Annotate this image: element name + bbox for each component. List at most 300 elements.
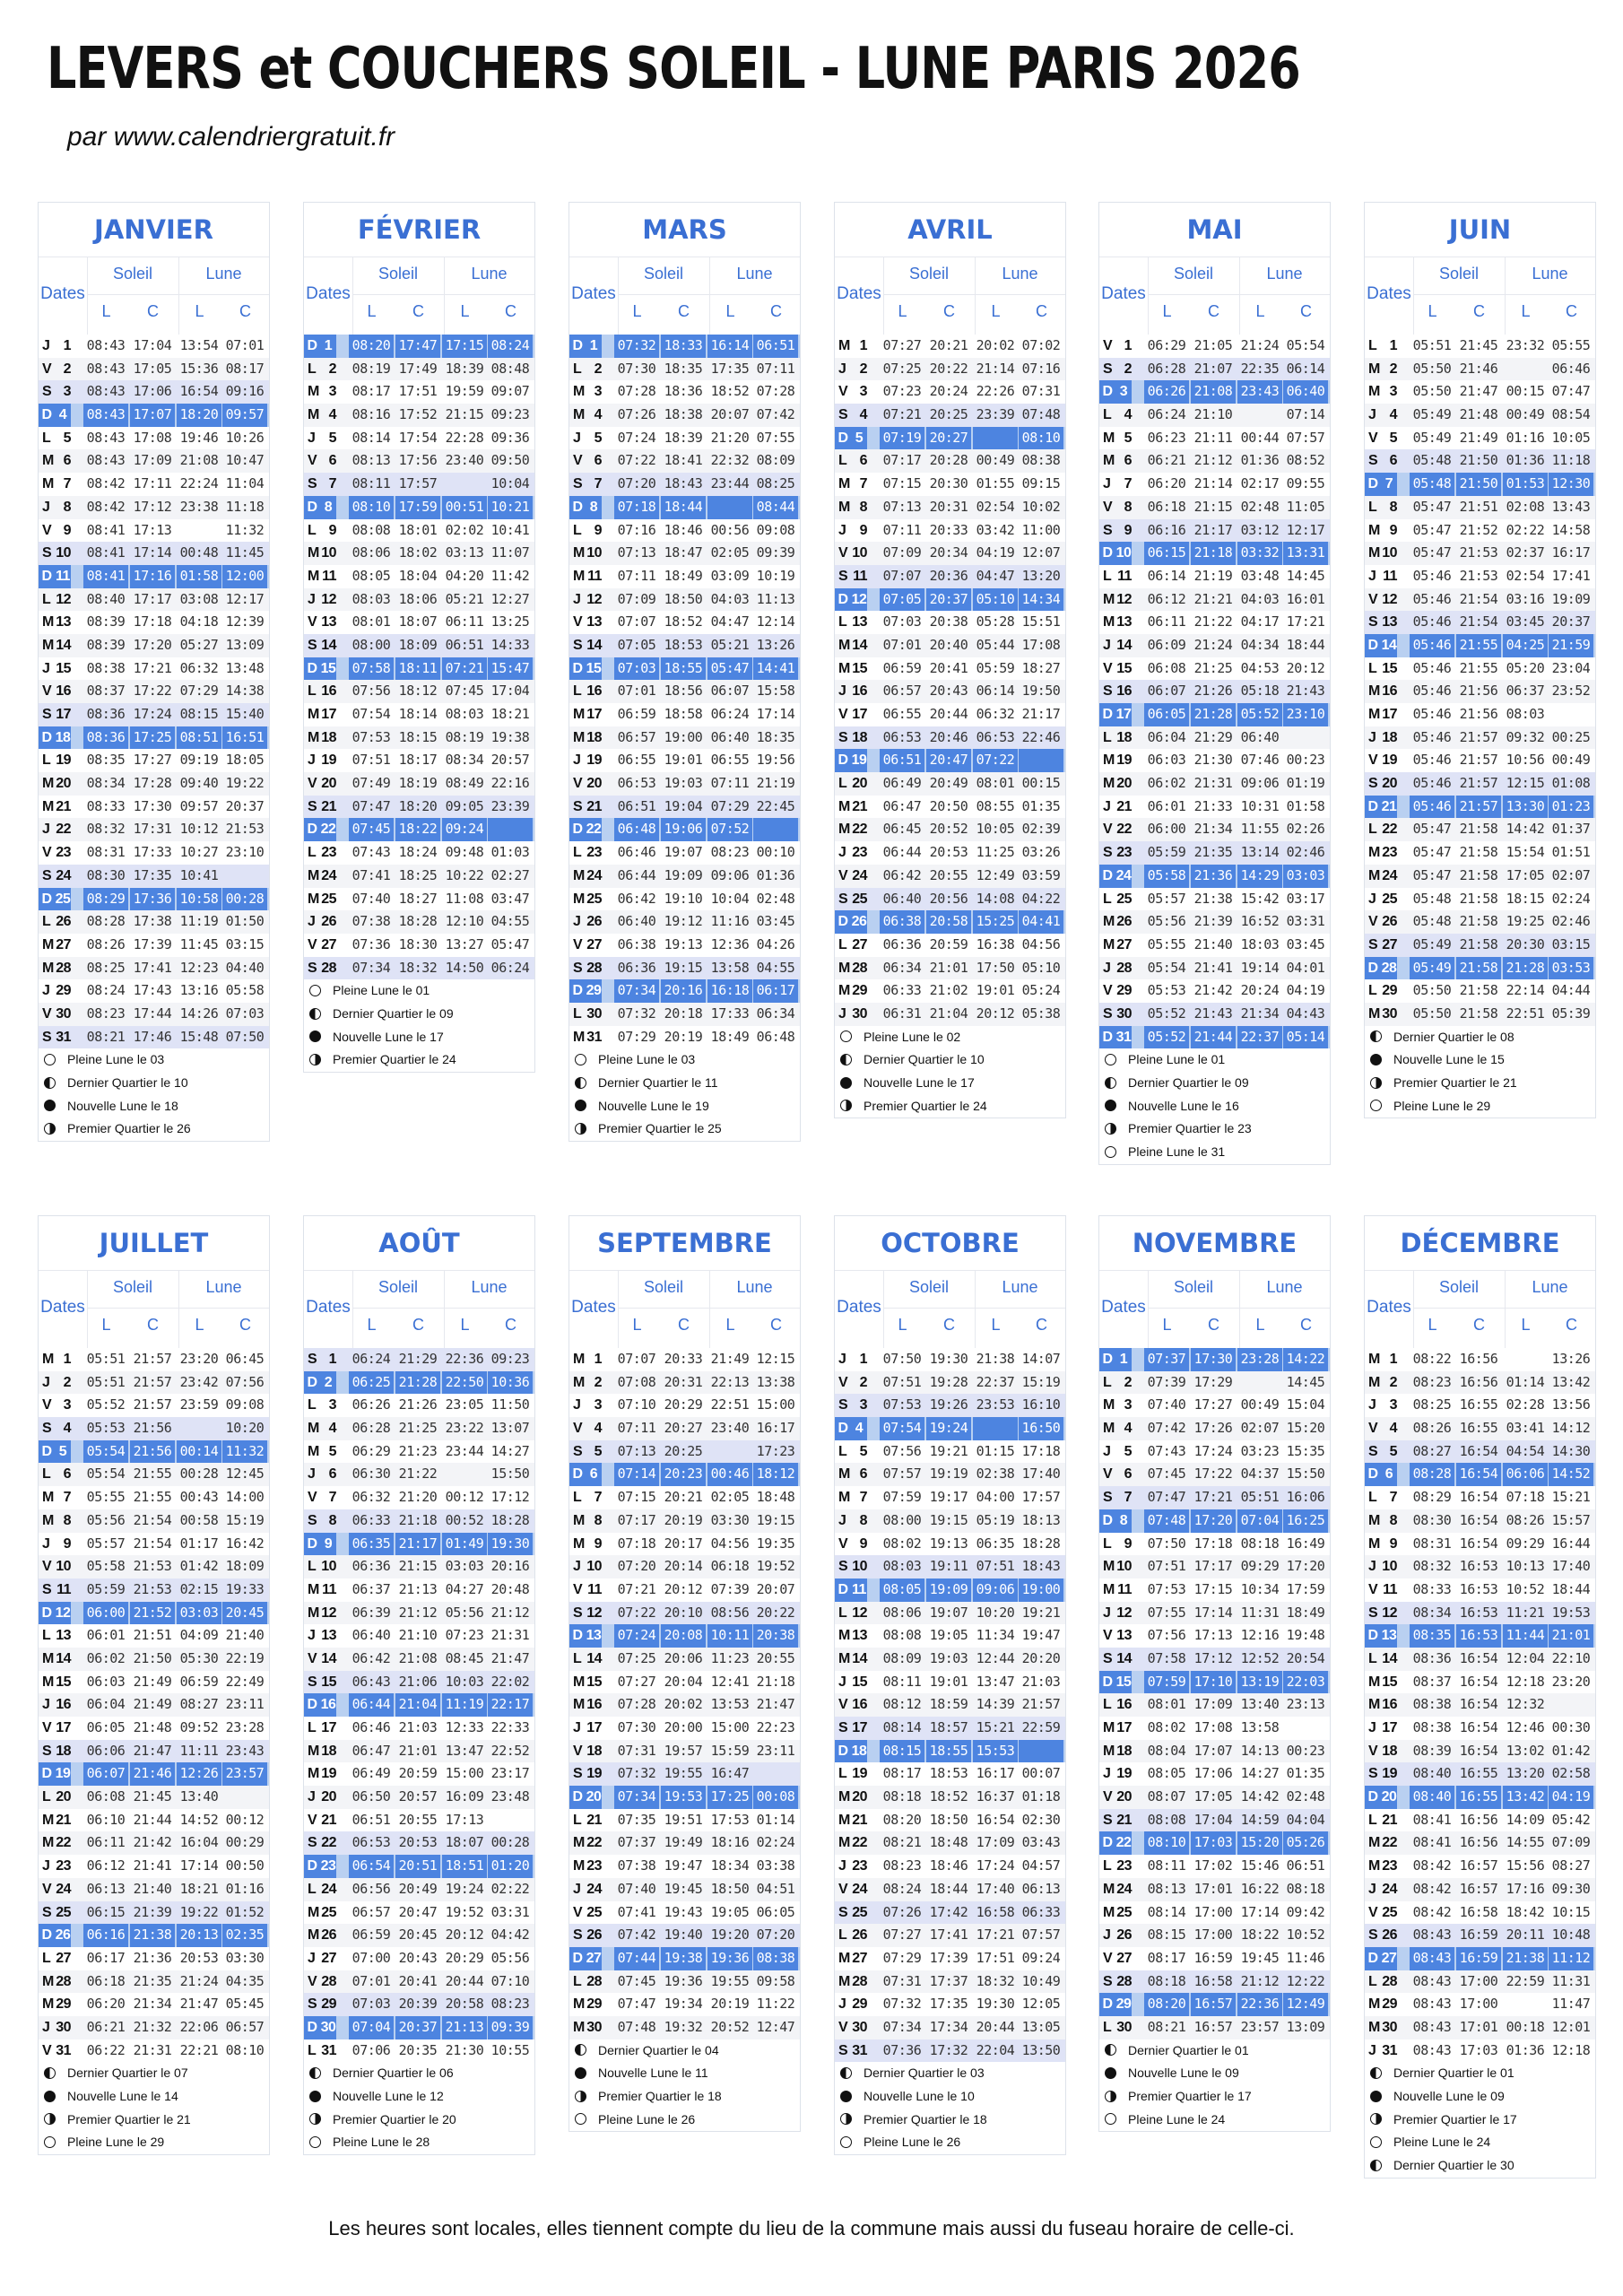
sunset-time: 16:54 [1459, 1696, 1498, 1713]
day-row [39, 934, 269, 957]
day-row [835, 1786, 1065, 1809]
moonrise-time: 10:11 [707, 1624, 752, 1648]
moonrise-time: 02:54 [1506, 567, 1545, 584]
day-number: 21 [56, 798, 71, 814]
moonrise-time: 17:13 [445, 1811, 484, 1828]
sunset-time: 17:42 [929, 1903, 968, 1920]
day-row [304, 1440, 534, 1464]
moon-phase-note [1099, 1118, 1330, 1141]
moonrise-time [1237, 404, 1282, 427]
weekday-letter: L [1103, 729, 1112, 745]
sunrise-time: 08:37 [1412, 1673, 1452, 1690]
day-row [1365, 1878, 1595, 1901]
day-number: 7 [328, 476, 336, 492]
moonrise-time: 18:20 [177, 404, 221, 427]
sunrise-time: 07:30 [617, 360, 656, 377]
weekday-letter: S [838, 568, 848, 584]
weekday-letter: M [1368, 707, 1380, 722]
day-row [569, 1371, 800, 1395]
moon-phase-note [39, 1048, 269, 1072]
day-row [39, 1624, 269, 1648]
sunset-time: 16:56 [1459, 1351, 1498, 1367]
moonrise-time: 14:52 [179, 1811, 219, 1828]
day-number: 17 [852, 1720, 867, 1735]
day-number: 25 [586, 891, 602, 907]
sunset-time: 18:52 [929, 1788, 968, 1805]
column-header [835, 1270, 1065, 1348]
moon-new-icon [840, 1077, 852, 1089]
moon-full-icon [309, 2136, 321, 2148]
sunrise-time: 08:43 [1412, 1972, 1452, 1989]
sunset-time: 21:28 [1191, 703, 1236, 726]
moonset-time: 19:00 [1019, 1578, 1063, 1602]
sunset-time: 20:27 [926, 427, 971, 450]
moon-last-icon [1105, 1077, 1116, 1089]
moonset-time: 07:16 [1021, 360, 1061, 377]
sunset-time: 21:57 [1459, 752, 1498, 769]
moonrise-time: 05:47 [707, 657, 752, 681]
weekday-letter: V [42, 1881, 52, 1897]
day-number: 12 [1382, 1605, 1397, 1621]
weekday-letter: J [1368, 1397, 1376, 1413]
day-number: 20 [321, 1789, 336, 1805]
sunrise-time: 05:58 [1144, 865, 1189, 888]
day-number: 18 [55, 726, 71, 750]
weekday-letter: V [1103, 983, 1113, 999]
moonset-time: 05:39 [1551, 1004, 1591, 1022]
day-number: 22 [321, 1835, 336, 1851]
day-row [569, 1602, 800, 1625]
day-row [39, 634, 269, 657]
moonrise-time: 13:58 [1240, 1719, 1280, 1735]
lever-label: L [195, 1316, 204, 1334]
sunrise-time: 07:13 [617, 544, 656, 561]
day-row [1365, 1924, 1595, 1947]
moonrise-time: 03:48 [1240, 567, 1280, 584]
moonrise-time: 10:20 [976, 1604, 1015, 1621]
day-number: 25 [586, 1904, 602, 1920]
moonrise-time: 01:14 [1506, 1373, 1545, 1390]
moonset-time: 15:57 [1551, 1511, 1591, 1528]
weekday-letter: M [1368, 1005, 1380, 1022]
month-name: MAI [1186, 214, 1243, 245]
day-row [304, 1533, 534, 1556]
sunset-time: 17:14 [133, 544, 172, 561]
day-row [1365, 818, 1595, 841]
day-number: 2 [320, 1371, 336, 1395]
day-row [1365, 427, 1595, 450]
day-number: 3 [859, 1397, 867, 1413]
moonrise-time: 05:59 [976, 659, 1015, 676]
day-row [1099, 588, 1330, 612]
weekday-letter: V [42, 522, 52, 538]
moonrise-time: 03:42 [976, 521, 1015, 538]
sunrise-time: 07:47 [1147, 1489, 1186, 1506]
sunset-time: 19:34 [664, 1996, 703, 2013]
weekday-letter: J [42, 499, 50, 515]
moonrise-time: 06:35 [976, 1535, 1015, 1552]
sunrise-time: 08:21 [86, 1028, 126, 1045]
sunrise-time: 05:52 [1144, 1026, 1189, 1049]
sunrise-time: 06:16 [1147, 521, 1186, 538]
moonset-time: 17:40 [1551, 1558, 1591, 1575]
moonset-time: 22:16 [490, 775, 530, 792]
weekday-letter: L [42, 1466, 51, 1483]
weekday-letter: D [1365, 1786, 1381, 1809]
day-row [569, 1440, 800, 1464]
sunset-time: 17:04 [133, 337, 172, 353]
day-row [569, 1947, 800, 1970]
sunrise-time: 07:47 [617, 1996, 656, 2013]
moonrise-time: 22:59 [1506, 1972, 1545, 1989]
day-row [1099, 1533, 1330, 1556]
sunset-time: 21:44 [1191, 1026, 1236, 1049]
sunrise-time: 06:04 [1147, 728, 1186, 745]
moonrise-time: 16:37 [976, 1788, 1015, 1805]
day-number: 21 [56, 1812, 71, 1828]
sunset-time: 21:18 [1191, 542, 1236, 565]
day-row [39, 588, 269, 612]
sunrise-time: 05:47 [1412, 521, 1452, 538]
sunrise-time: 06:42 [617, 890, 656, 907]
moonset-time: 01:58 [1286, 797, 1325, 814]
moonset-time: 00:49 [1551, 752, 1591, 769]
weekday-letter: J [42, 338, 50, 353]
moonrise-time [707, 1440, 752, 1464]
moonrise-time: 09:29 [1240, 1558, 1280, 1575]
moonset-time: 04:19 [1549, 1786, 1593, 1809]
sunrise-time: 05:48 [1412, 452, 1452, 469]
weekday-letter: S [42, 707, 52, 722]
moonset-time: 08:38 [1021, 452, 1061, 469]
day-row [304, 680, 534, 703]
sunset-time: 21:50 [1456, 473, 1501, 496]
sunset-time: 21:39 [133, 1903, 172, 1920]
moonset-time [1283, 1717, 1328, 1740]
sunset-time: 20:37 [926, 588, 971, 612]
sunrise-time: 07:47 [352, 797, 391, 814]
weekday-letter: M [1368, 522, 1380, 538]
sunset-time: 17:59 [395, 496, 440, 519]
moonrise-time: 15:36 [179, 360, 219, 377]
sunset-time: 20:37 [395, 2016, 440, 2039]
moonset-time: 00:23 [1286, 752, 1325, 769]
day-number: 26 [56, 914, 71, 930]
day-row [569, 680, 800, 703]
weekday-letter: D [1365, 634, 1381, 657]
sunrise-time: 05:51 [1412, 337, 1452, 353]
day-row [569, 496, 800, 519]
sunrise-time: 08:12 [882, 1696, 922, 1713]
dates-label: Dates [1101, 1298, 1146, 1317]
sunset-time: 21:57 [133, 1396, 172, 1413]
moonset-time: 01:18 [1021, 1788, 1061, 1805]
sunrise-time: 08:08 [1147, 1811, 1186, 1828]
sunset-time: 17:14 [1193, 1604, 1233, 1621]
moonrise-time: 20:11 [1506, 1926, 1545, 1944]
day-row [304, 1371, 534, 1395]
moonset-time: 02:22 [490, 1880, 530, 1897]
moonrise-time: 18:51 [442, 1855, 487, 1878]
sunset-time: 18:59 [929, 1696, 968, 1713]
day-row [835, 1924, 1065, 1947]
moonset-time: 02:58 [1551, 1765, 1591, 1782]
sunset-time: 16:54 [1459, 1649, 1498, 1666]
day-number: 23 [1116, 1858, 1132, 1874]
sunset-time: 20:33 [929, 521, 968, 538]
weekday-letter: L [838, 1927, 847, 1944]
moonrise-time: 09:29 [1506, 1535, 1545, 1552]
day-number: 5 [1124, 430, 1132, 446]
sunset-time: 17:21 [1193, 1489, 1233, 1506]
sunrise-time: 08:00 [882, 1511, 922, 1528]
sunset-time: 16:53 [1459, 1604, 1498, 1621]
sunset-time: 21:40 [133, 1880, 172, 1897]
moon-phase-note [1099, 1048, 1330, 1072]
day-number: 25 [1382, 1904, 1397, 1920]
day-number: 22 [1115, 1831, 1132, 1855]
moonset-time: 10:02 [1021, 498, 1061, 515]
moon-full-icon [840, 2136, 852, 2148]
moonset-time: 19:22 [225, 775, 265, 792]
day-row [39, 1026, 269, 1049]
sunset-time: 21:28 [395, 1371, 440, 1395]
sunset-time: 21:54 [1459, 613, 1498, 631]
moonset-time: 06:57 [225, 2018, 265, 2035]
moonrise-time: 12:04 [1506, 1649, 1545, 1666]
weekday-letter: M [838, 1789, 850, 1805]
day-row [1099, 1717, 1330, 1740]
day-number: 21 [852, 798, 867, 814]
moon-phase-text: Pleine Lune le 24 [1393, 2135, 1491, 2150]
sunset-time: 21:29 [1193, 728, 1233, 745]
moonset-time: 03:43 [1021, 1834, 1061, 1851]
day-row [304, 1809, 534, 1832]
sunrise-time: 07:18 [614, 496, 659, 519]
moon-phase-text: Dernier Quartier le 09 [333, 1005, 454, 1021]
dates-label: Dates [306, 1298, 351, 1317]
lever-label: L [101, 302, 111, 320]
moonset-time: 06:34 [756, 1004, 795, 1022]
moonset-time [488, 818, 533, 841]
day-number: 4 [55, 404, 71, 427]
day-row [569, 358, 800, 381]
sunrise-time: 05:50 [1412, 383, 1452, 400]
moon-phase-text: Dernier Quartier le 01 [1393, 2066, 1515, 2081]
day-row [835, 1440, 1065, 1464]
sunset-time: 19:09 [926, 1578, 971, 1602]
sunset-time: 19:00 [664, 728, 703, 745]
day-row [1099, 565, 1330, 588]
moonset-time: 22:45 [756, 797, 795, 814]
moon-full-icon [1370, 1100, 1382, 1111]
day-number: 12 [1382, 591, 1397, 607]
day-row [569, 404, 800, 427]
moonrise-time: 20:12 [445, 1926, 484, 1944]
sunset-time: 18:55 [926, 1740, 971, 1763]
sunrise-time: 06:44 [617, 866, 656, 883]
sunrise-time: 08:36 [86, 706, 126, 722]
weekday-letter: J [1368, 1559, 1376, 1575]
day-number: 24 [852, 867, 867, 883]
weekday-letter: J [42, 1858, 50, 1874]
weekday-letter: D [835, 588, 851, 612]
weekday-letter: L [308, 683, 317, 700]
moon-last-icon [309, 2067, 321, 2079]
sunset-time: 16:54 [1456, 1463, 1501, 1486]
sunset-time: 16:55 [1456, 1786, 1501, 1809]
soleil-label: Soleil [1438, 265, 1480, 283]
day-row [1365, 979, 1595, 1003]
moon-phase-text: Dernier Quartier le 08 [1393, 1029, 1515, 1044]
day-number: 7 [1124, 1490, 1132, 1506]
weekday-letter: M [838, 960, 850, 976]
sunset-time: 21:17 [395, 1533, 440, 1556]
sunset-time: 21:08 [398, 1649, 438, 1666]
day-number: 9 [594, 1535, 602, 1552]
coucher-label: C [147, 302, 159, 320]
day-row [835, 2016, 1065, 2039]
moonrise-time: 12:32 [1506, 1696, 1545, 1713]
sunrise-time: 06:04 [86, 1696, 126, 1713]
moon-phase-text: Premier Quartier le 25 [598, 1121, 722, 1136]
sunset-time: 21:03 [398, 1719, 438, 1735]
moonset-time: 14:38 [225, 683, 265, 700]
moonrise-time: 16:52 [1240, 913, 1280, 930]
moonset-time: 13:38 [756, 1373, 795, 1390]
day-number: 11 [853, 568, 867, 584]
moonrise-time: 11:55 [1240, 821, 1280, 838]
weekday-letter: M [1368, 1858, 1380, 1874]
sunrise-time: 07:17 [617, 1511, 656, 1528]
moonrise-time: 01:36 [1240, 452, 1280, 469]
sunrise-time: 06:25 [349, 1371, 394, 1395]
moonset-time: 23:04 [1551, 659, 1591, 676]
weekday-letter: M [838, 1973, 850, 1989]
moonset-time: 20:37 [225, 797, 265, 814]
sunrise-time: 05:48 [1412, 913, 1452, 930]
day-number: 5 [1124, 1443, 1132, 1459]
weekday-letter: M [838, 798, 850, 814]
moon-phase-note [1365, 1048, 1595, 1072]
moonrise-time: 16:18 [707, 979, 752, 1003]
sunrise-time: 08:02 [1147, 1719, 1186, 1735]
sunset-time: 21:57 [133, 1351, 172, 1367]
sunrise-time: 06:32 [352, 1489, 391, 1506]
day-number: 8 [1115, 1509, 1132, 1533]
day-number: 11 [587, 568, 602, 584]
weekday-letter: M [1368, 1674, 1380, 1690]
moon-full-icon [575, 1054, 586, 1065]
moonset-time: 15:58 [756, 683, 795, 700]
sunset-time: 19:12 [664, 913, 703, 930]
moonset-time: 12:27 [490, 590, 530, 607]
day-row [39, 611, 269, 634]
sunrise-time: 08:43 [86, 360, 126, 377]
moonrise-time: 07:29 [710, 797, 750, 814]
moonrise-time: 08:34 [445, 752, 484, 769]
day-row [1365, 1947, 1595, 1970]
sunrise-time: 07:32 [617, 1004, 656, 1022]
moonrise-time: 19:45 [1240, 1949, 1280, 1966]
day-row [304, 1993, 534, 2016]
day-number: 10 [852, 1559, 867, 1575]
sunrise-time: 06:57 [882, 683, 922, 700]
sunrise-time: 07:21 [617, 1580, 656, 1597]
moonrise-time: 08:03 [1506, 706, 1545, 722]
weekday-letter: L [42, 914, 51, 930]
day-row [304, 1786, 534, 1809]
sunrise-time: 06:03 [86, 1673, 126, 1690]
day-row [1365, 1509, 1595, 1533]
day-number: 16 [1382, 683, 1397, 700]
day-number: 29 [321, 1996, 336, 2013]
moonrise-time: 08:56 [710, 1604, 750, 1621]
moonset-time: 23:52 [1551, 683, 1591, 700]
moonrise-time: 02:38 [976, 1465, 1015, 1483]
moonset-time: 06:14 [1286, 360, 1325, 377]
day-number: 22 [1382, 1835, 1397, 1851]
moon-phase-text: Nouvelle Lune le 09 [1128, 2066, 1239, 2081]
day-row [835, 1671, 1065, 1694]
sunrise-time: 06:12 [86, 1857, 126, 1874]
sunset-time: 16:57 [1459, 1857, 1498, 1874]
moon-phase-note [1099, 2085, 1330, 2109]
weekday-letter: L [573, 1650, 582, 1666]
moonrise-time: 19:24 [445, 1880, 484, 1897]
day-number: 24 [1382, 1881, 1397, 1897]
moonset-time: 21:47 [490, 1649, 530, 1666]
weekday-letter: L [838, 1766, 847, 1782]
day-number: 13 [56, 1628, 71, 1644]
day-row [835, 865, 1065, 888]
moonset-time: 01:03 [490, 844, 530, 861]
day-row [835, 449, 1065, 473]
moon-phase-text: Premier Quartier le 21 [1393, 1075, 1517, 1090]
moonrise-time: 23:39 [976, 406, 1015, 423]
day-row [1099, 979, 1330, 1003]
sunrise-time: 07:55 [1147, 1604, 1186, 1621]
dates-label: Dates [1101, 284, 1146, 303]
sunset-time: 20:14 [664, 1558, 703, 1575]
moon-phase-note [1365, 2131, 1595, 2154]
moonset-time: 15:35 [1286, 1442, 1325, 1459]
weekday-letter: M [838, 499, 850, 515]
sunset-time: 20:34 [929, 544, 968, 561]
day-row [569, 1003, 800, 1026]
day-row [1365, 565, 1595, 588]
sunrise-time: 08:33 [86, 797, 126, 814]
weekday-letter: S [1103, 1005, 1113, 1022]
day-row [39, 1348, 269, 1371]
sunset-time: 21:53 [133, 1558, 172, 1575]
sunrise-time: 06:23 [1147, 429, 1186, 446]
day-number: 24 [56, 1881, 71, 1897]
day-row [1099, 703, 1330, 726]
moon-phase-text: Nouvelle Lune le 09 [1393, 2089, 1505, 2103]
sunrise-time: 08:39 [1412, 1742, 1452, 1759]
weekday-letter: S [308, 960, 317, 976]
day-row [1365, 1831, 1595, 1855]
sunrise-time: 07:01 [617, 683, 656, 700]
day-number: 19 [1116, 752, 1132, 769]
moonrise-time: 17:53 [710, 1811, 750, 1828]
moonrise-time: 22:51 [710, 1396, 750, 1413]
sunrise-time: 08:06 [882, 1604, 922, 1621]
column-header [1099, 257, 1330, 335]
moonrise-time: 12:18 [1506, 1673, 1545, 1690]
weekday-letter: S [42, 1743, 52, 1759]
